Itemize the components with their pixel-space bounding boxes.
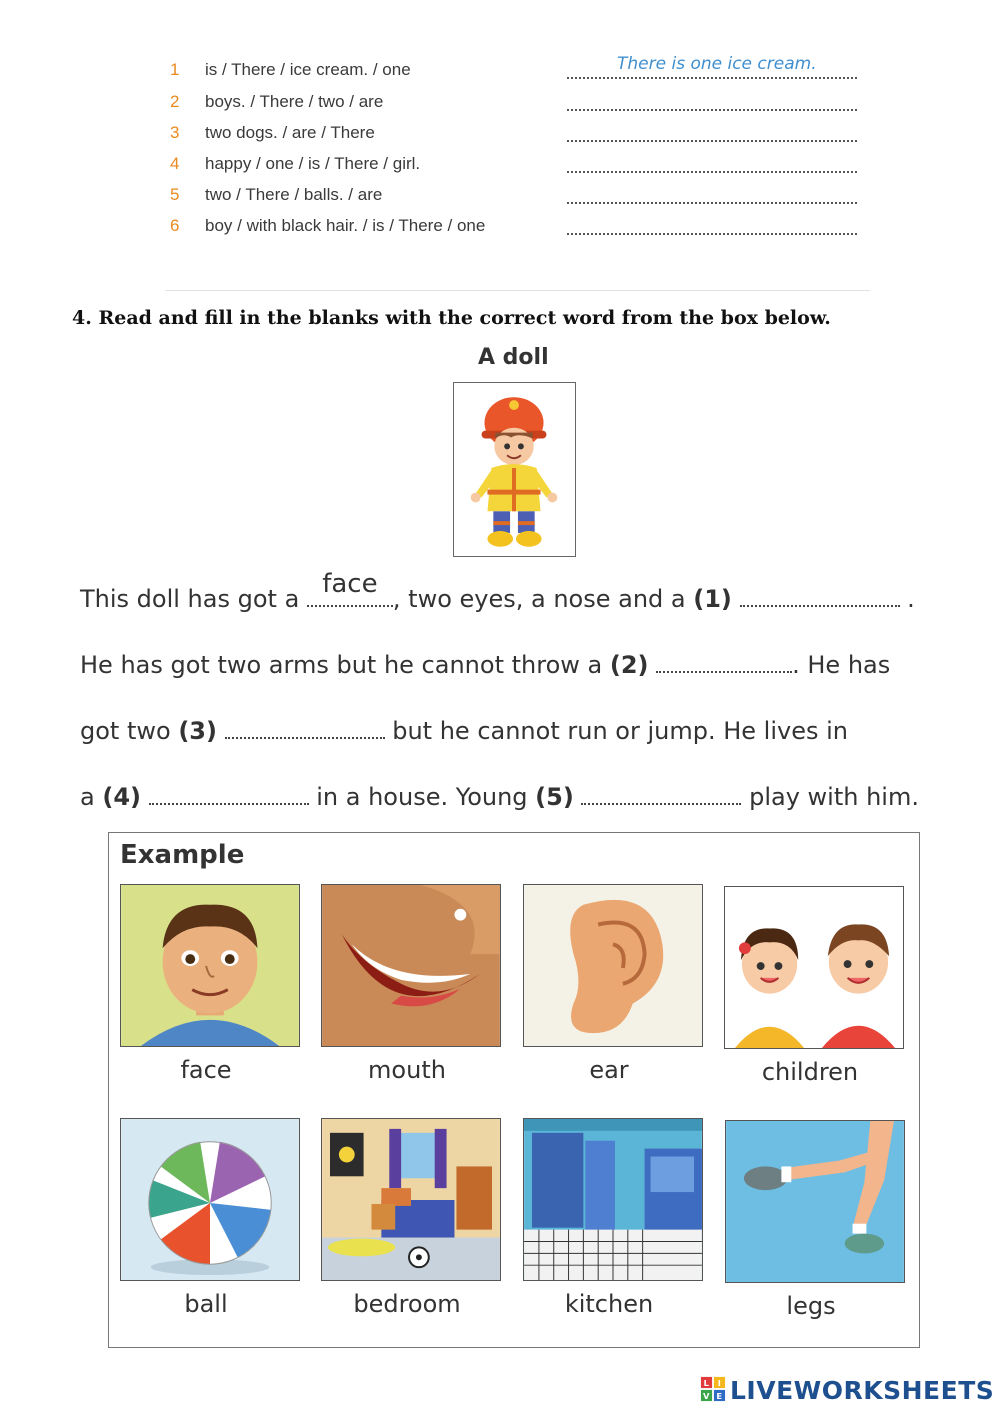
blank-number-5: (5)	[535, 783, 574, 811]
scrambled-words: two / There / balls. / are	[205, 185, 383, 204]
story-line-1: This doll has got a face , two eyes, a nose and a (1) .	[80, 569, 915, 613]
liveworksheets-logo-icon	[700, 1376, 726, 1408]
blank-number-2: (2)	[609, 651, 649, 679]
item-number: 1	[170, 60, 180, 79]
example-blank	[307, 569, 393, 607]
ordering-row-1	[170, 54, 870, 86]
answer-input-5[interactable]	[567, 181, 861, 205]
answer-line	[567, 77, 857, 79]
blank-5[interactable]	[581, 793, 741, 805]
word-bedroom: bedroom	[353, 1290, 461, 1318]
item-number: 2	[170, 92, 180, 111]
story-line-3: got two (3) but he cannot run or jump. He lives in	[80, 717, 848, 745]
item-number: 3	[170, 123, 180, 142]
word-ear: ear	[589, 1056, 629, 1084]
scrambled-words: is / There / ice cream. / one	[205, 60, 411, 79]
word-legs: legs	[786, 1292, 836, 1320]
ear-picture	[523, 884, 703, 1047]
scrambled-words: boys. / There / two / are	[205, 92, 384, 111]
blank-3[interactable]	[225, 727, 385, 739]
story-line-2: He has got two arms but he cannot throw a (2) . He has	[80, 651, 891, 679]
item-number: 4	[170, 154, 180, 173]
kitchen-picture	[523, 1118, 703, 1281]
example-label: Example	[120, 840, 245, 870]
item-number: 6	[170, 216, 180, 235]
firefighter-doll-illustration	[454, 383, 575, 556]
blank-number-1: (1)	[693, 585, 732, 613]
answer-input-6[interactable]	[567, 212, 861, 236]
answer-input-4[interactable]	[567, 150, 861, 174]
running-legs-illustration	[726, 1121, 904, 1282]
answer-input-2[interactable]	[567, 88, 861, 112]
mouth-picture	[321, 884, 501, 1047]
exercise-instruction: 4. Read and fill in the blanks with the correct word from the box below.	[72, 307, 831, 329]
ordering-row-2	[170, 92, 870, 118]
svg-text:L: L	[703, 1378, 710, 1389]
svg-text:E: E	[716, 1391, 723, 1402]
ordering-row-4	[170, 154, 870, 180]
word-children: children	[761, 1058, 859, 1086]
man-face-illustration	[121, 885, 299, 1046]
scrambled-words: boy / with black hair. / is / There / one	[205, 216, 486, 235]
word-ball: ball	[184, 1290, 228, 1318]
item-number: 5	[170, 185, 180, 204]
blank-number-3: (3)	[178, 717, 217, 745]
blank-2[interactable]	[656, 661, 792, 673]
scrambled-words: two dogs. / are / There	[205, 123, 375, 142]
word-kitchen: kitchen	[564, 1290, 654, 1318]
bedroom-illustration	[322, 1119, 500, 1280]
face-picture	[120, 884, 300, 1047]
section-divider	[165, 290, 870, 291]
word-mouth: mouth	[368, 1056, 446, 1084]
beach-ball-illustration	[121, 1119, 299, 1280]
blank-4[interactable]	[149, 793, 309, 805]
answer-text[interactable]: There is one ice cream.	[617, 54, 817, 74]
children-illustration	[725, 887, 903, 1048]
ordering-row-3	[170, 123, 870, 149]
children-picture	[724, 886, 904, 1049]
example-answer: face	[322, 569, 378, 599]
mouth-illustration	[322, 885, 500, 1046]
ear-illustration	[524, 885, 702, 1046]
legs-picture	[725, 1120, 905, 1283]
scrambled-words: happy / one / is / There / girl.	[205, 154, 421, 173]
ordering-row-5	[170, 185, 870, 211]
ball-picture	[120, 1118, 300, 1281]
brand-text: LIVEWORKSHEETS	[730, 1376, 995, 1405]
answer-input-3[interactable]	[567, 119, 861, 143]
word-face: face	[180, 1056, 232, 1084]
kitchen-illustration	[524, 1119, 702, 1280]
blank-number-4: (4)	[102, 783, 141, 811]
doll-picture	[453, 382, 576, 557]
svg-text:V: V	[703, 1391, 710, 1402]
story-line-4: a (4) in a house. Young (5) play with him.	[80, 783, 919, 811]
story-title: A doll	[478, 345, 549, 370]
ordering-row-6	[170, 216, 870, 242]
svg-text:I: I	[717, 1378, 722, 1389]
liveworksheets-logo[interactable]	[700, 1376, 994, 1410]
bedroom-picture	[321, 1118, 501, 1281]
blank-1[interactable]	[740, 595, 900, 607]
